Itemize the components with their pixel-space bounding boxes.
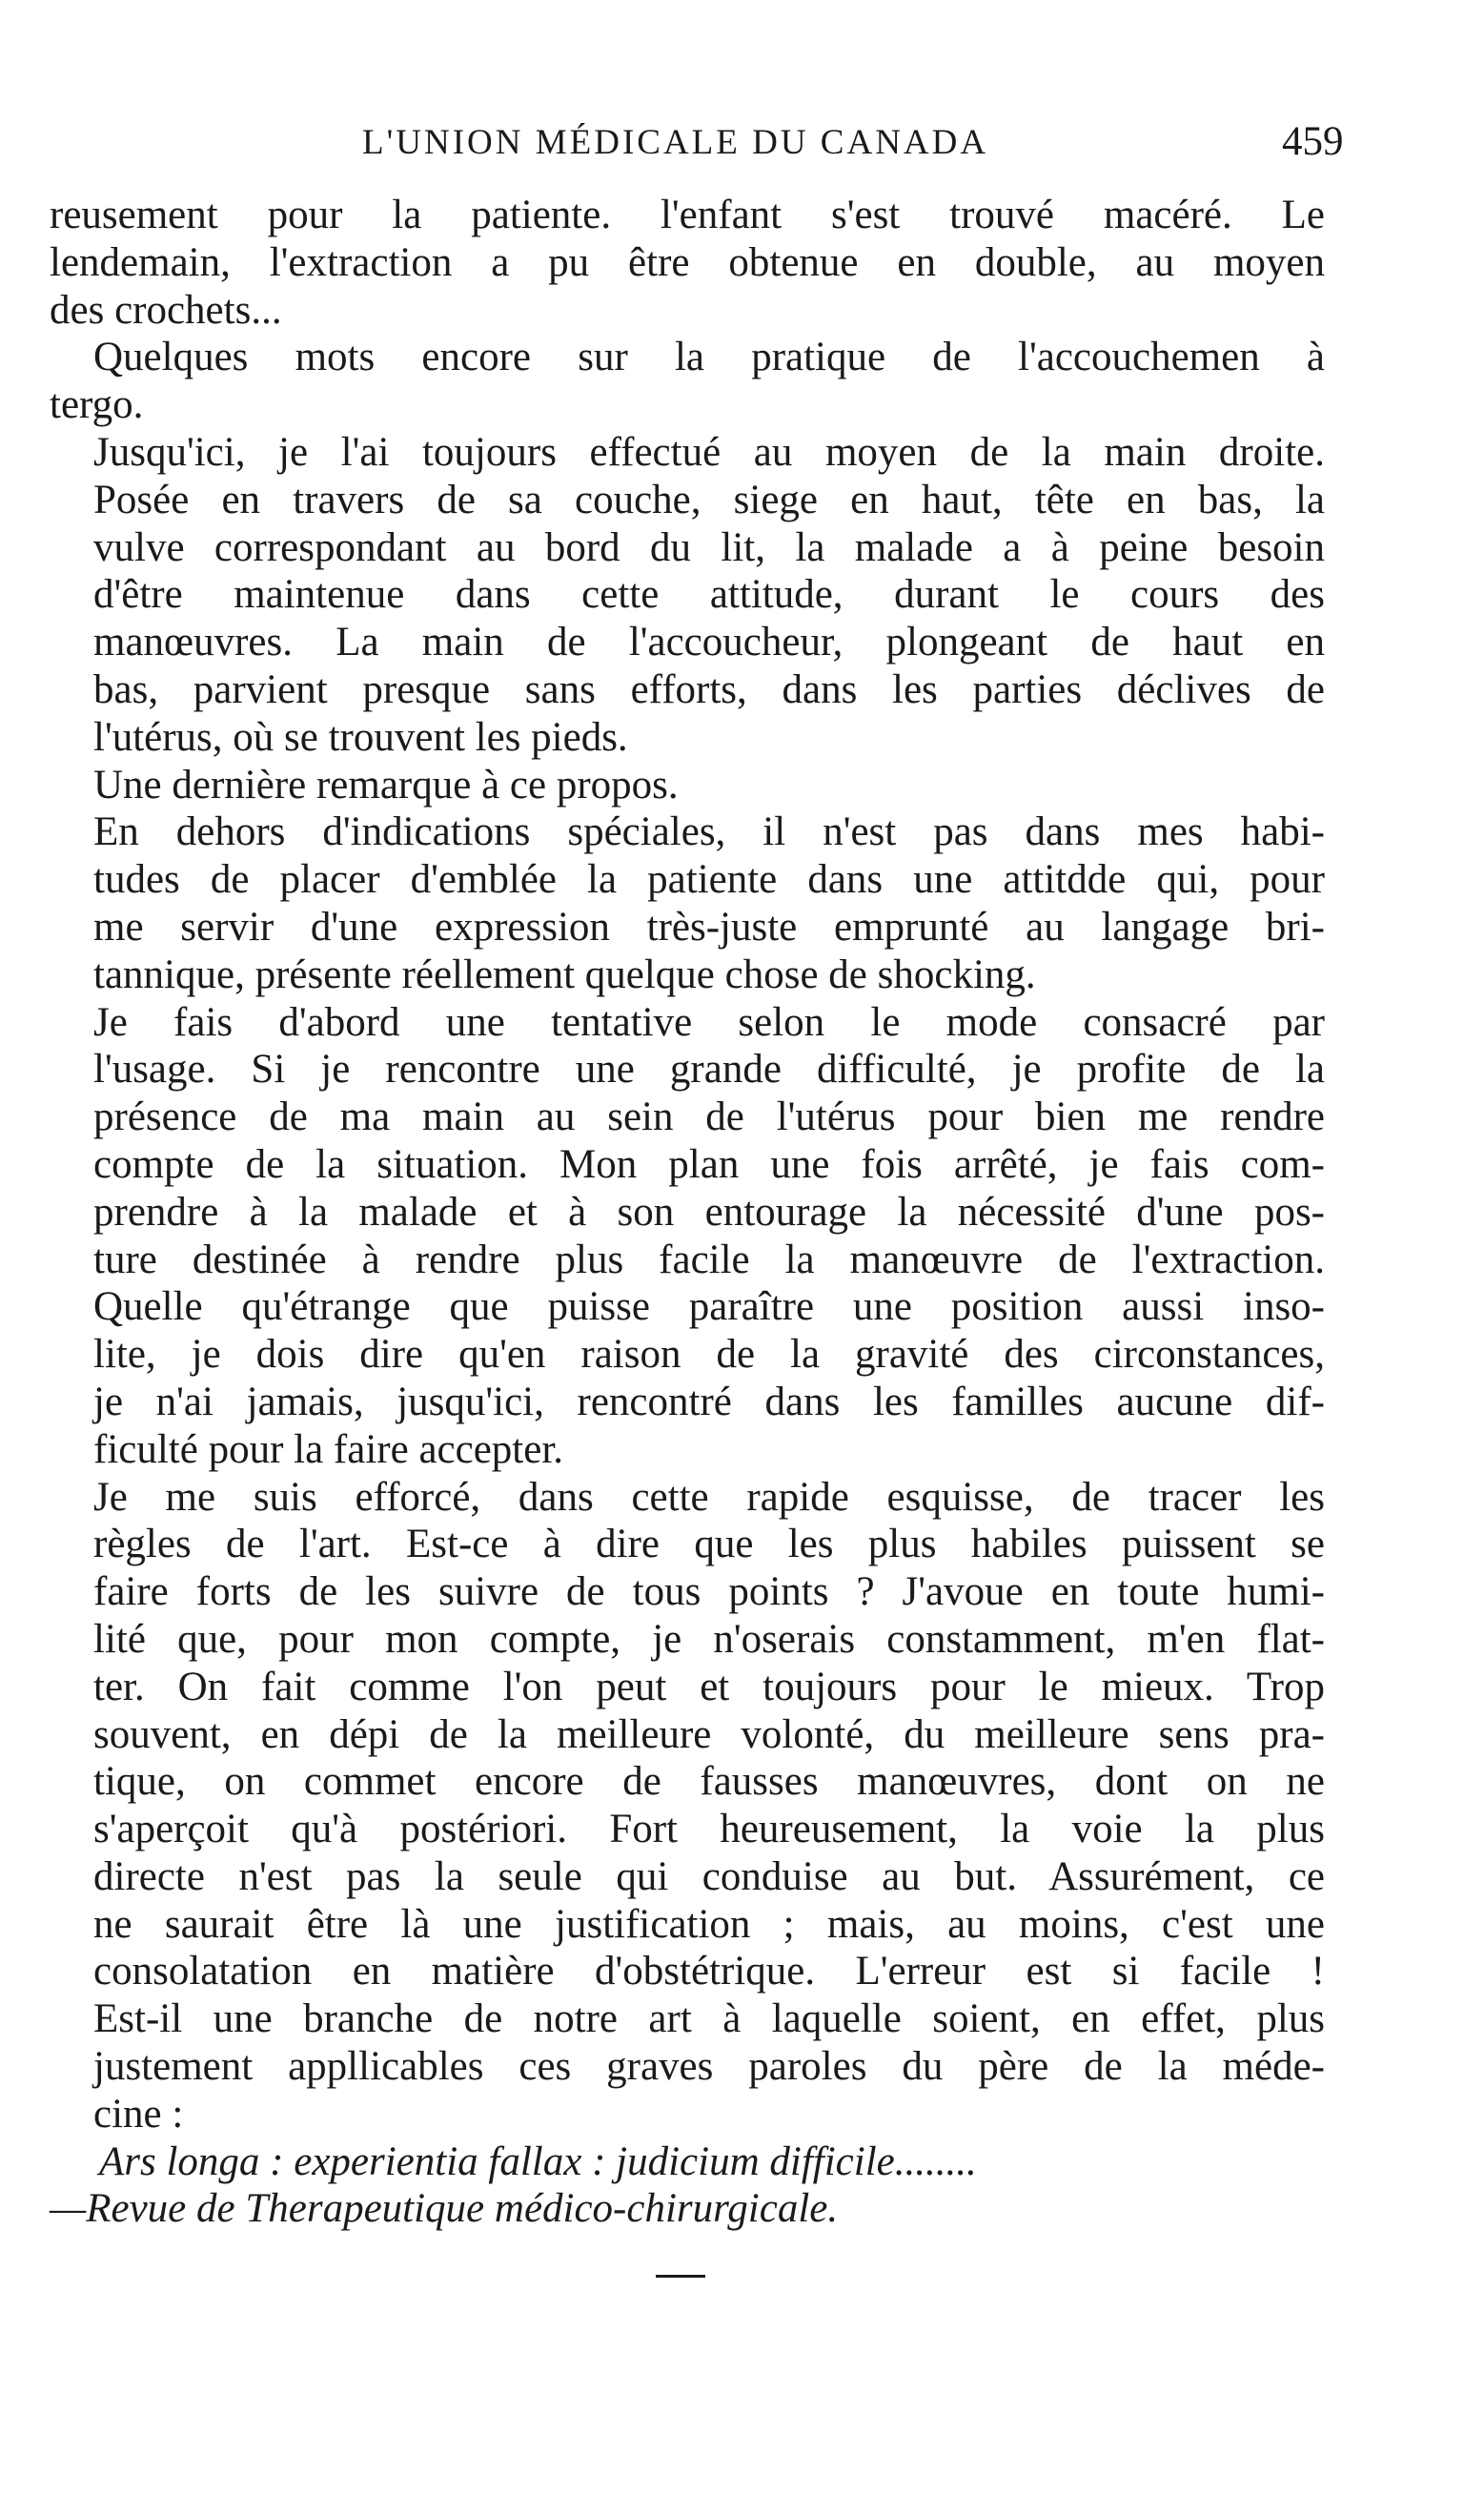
text-line: des crochets... [50,287,282,333]
text-line: s'aperçoit qu'à postériori. Fort heureusement, la voie la plus [93,1807,1325,1852]
text-line: ture destinée à rendre plus facile la manœuvre de l'extraction. [93,1237,1325,1282]
paragraph [50,808,1325,998]
section-divider [656,2275,705,2278]
text-line: bas, parvient presque sans efforts, dans les parties déclives de [93,666,1325,712]
paragraph [50,1474,1325,2138]
text-line: présence de ma main au sein de l'utérus pour bien me rendre [93,1094,1325,1140]
text-line: tique, on commet encore de fausses manœuvres, dont on ne [93,1759,1325,1805]
text-line: vulve correspondant au bord du lit, la malade a à peine besoin [93,524,1325,570]
text-line: règles de l'art. Est-ce à dire que les plus habiles puissent se [93,1522,1325,1567]
text-line: ficulté pour la faire accepter. [93,1426,564,1472]
paragraph [50,762,1325,809]
latin-quote: Ars longa : experientia fallax : judicium difficile........ [99,2138,977,2184]
text-line: ter. On fait comme l'on peut et toujours pour le mieux. Trop [93,1664,1325,1709]
text-line: consolatation en matière d'obstétrique. L'erreur est si facile ! [93,1949,1325,1994]
text-line: Je me suis efforcé, dans cette rapide esquisse, de tracer les [93,1474,1325,1520]
article-body [50,192,1325,2233]
text-line: d'être maintenue dans cette attitude, durant le cours des [93,572,1325,618]
text-line: l'utérus, où se trouvent les pieds. [93,714,628,760]
text-line: Quelques mots encore sur la pratique de l'accouchemen à [93,335,1325,380]
text-line: Est-il une branche de notre art à laquelle soient, en effet, plus [93,1996,1325,2042]
paragraph [50,999,1325,1474]
text-line: Posée en travers de sa couche, siege en haut, tête en bas, la [93,477,1325,522]
text-line: Quelle qu'étrange que puisse paraître une position aussi inso- [93,1284,1325,1330]
page-number: 459 [1282,119,1344,164]
running-title: L'UNION MÉDICALE DU CANADA [362,123,989,162]
paragraph [50,334,1325,429]
text-line: tannique, présente réellement quelque chose de shocking. [93,951,1036,997]
text-line: l'usage. Si je rencontre une grande difficulté, je profite de la [93,1047,1325,1093]
text-line: je n'ai jamais, jusqu'ici, rencontré dans les familles aucune dif- [93,1379,1325,1424]
text-line: tergo. [50,382,144,428]
paragraph [50,192,1325,334]
text-line: Je fais d'abord une tentative selon le mode consacré par [93,999,1325,1045]
text-line: directe n'est pas la seule qui conduise au but. Assurément, ce [93,1853,1325,1899]
text-line: Une dernière remarque à ce propos. [93,762,679,808]
text-line: lité que, pour mon compte, je n'oserais constamment, m'en flat- [93,1616,1325,1662]
text-line: reusement pour la patiente. l'enfant s'est trouvé macéré. Le [50,193,1325,237]
text-line: lite, je dois dire qu'en raison de la gravité des circonstances, [93,1332,1325,1378]
text-line: En dehors d'indications spéciales, il n'est pas dans mes habi- [93,809,1325,855]
page-header [0,119,1484,170]
text-line: faire forts de les suivre de tous points ? J'avoue en toute humi- [93,1569,1325,1615]
text-line: tudes de placer d'emblée la patiente dans une attitdde qui, pour [93,857,1325,903]
text-line: cine : [93,2091,184,2137]
text-line: justement appllicables ces graves paroles du père de la méde- [93,2044,1325,2090]
text-line: prendre à la malade et à son entourage la nécessité d'une pos- [93,1189,1325,1235]
paragraph [50,429,1325,762]
text-line: compte de la situation. Mon plan une fois arrêté, je fais com- [93,1141,1325,1187]
text-line: lendemain, l'extraction a pu être obtenue en double, au moyen [50,239,1325,285]
text-line: me servir d'une expression très-juste emprunté au langage bri- [93,904,1325,950]
text-line: ne saurait être là une justification ; mais, au moins, c'est une [93,1901,1325,1947]
text-line: souvent, en dépi de la meilleure volonté, du meilleure sens pra- [93,1711,1325,1757]
text-line: Jusqu'ici, je l'ai toujours effectué au moyen de la main droite. [93,429,1325,475]
source-citation: —Revue de Therapeutique médico-chirurgicale. [50,2186,839,2232]
text-line: manœuvres. La main de l'accoucheur, plongeant de haut en [93,620,1325,665]
